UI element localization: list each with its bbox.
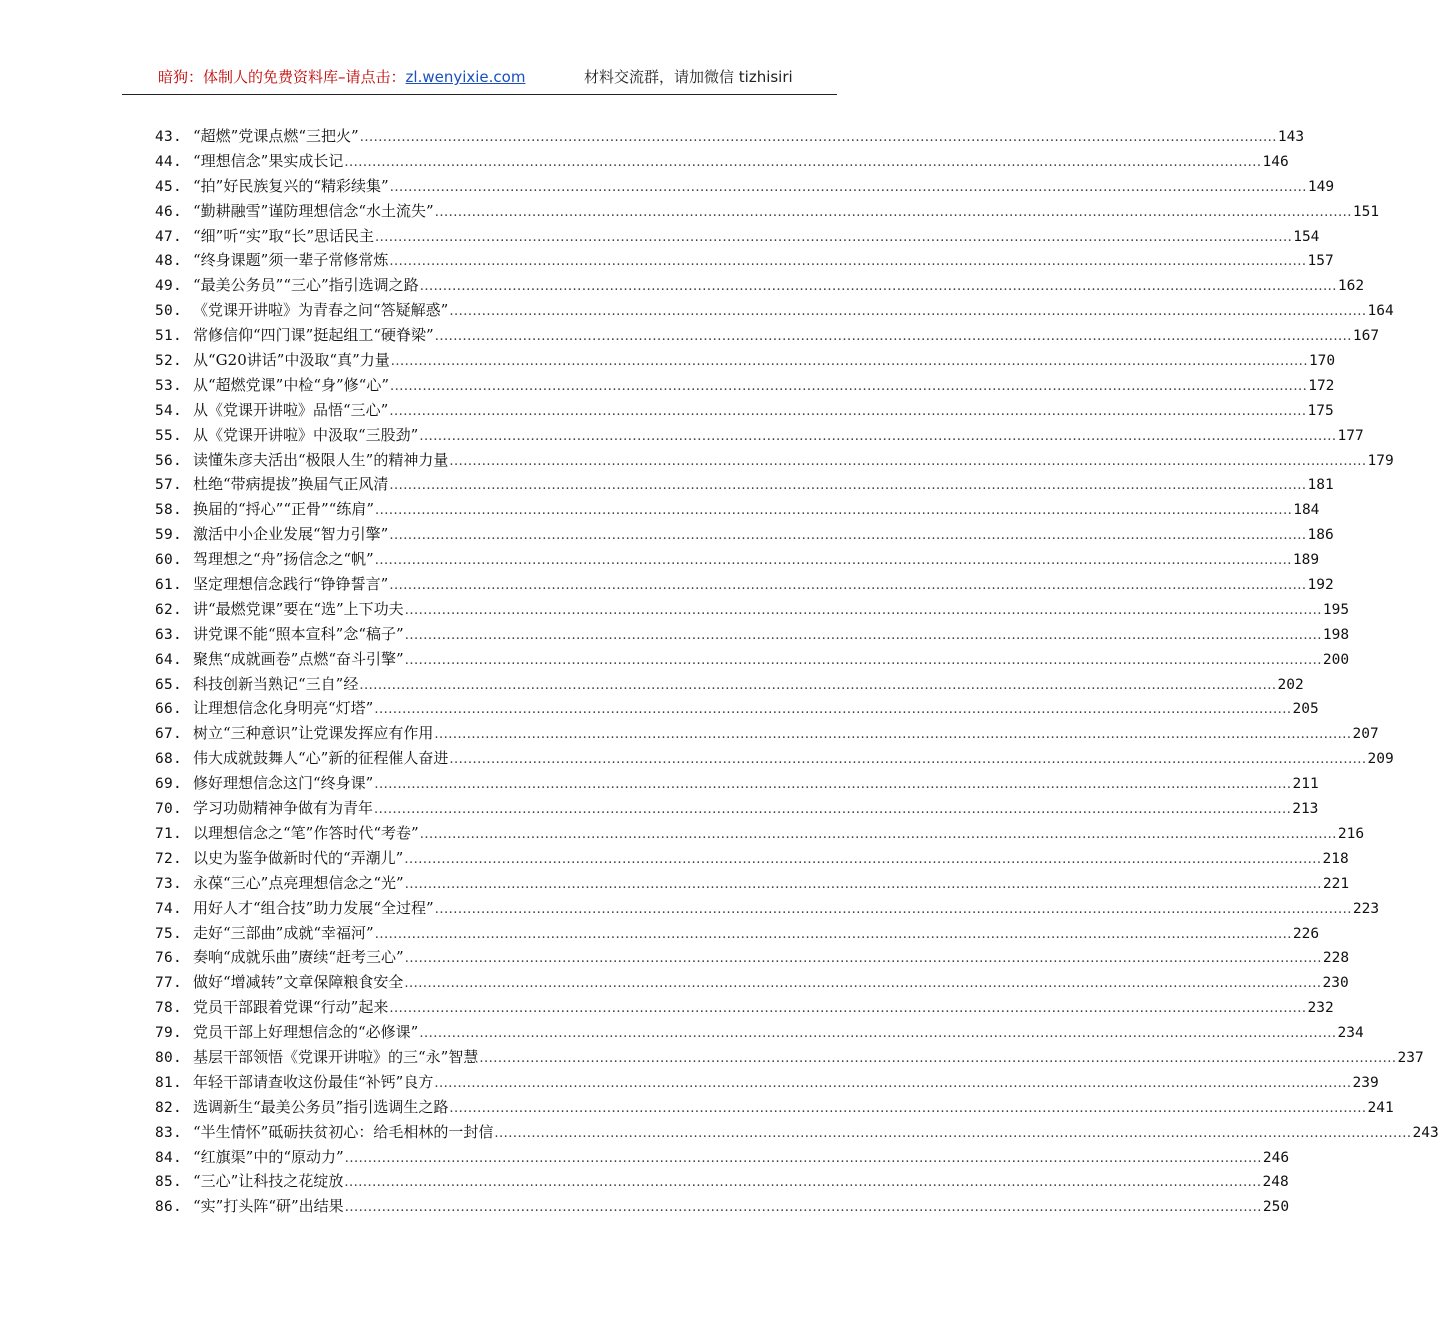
toc-leader-dots xyxy=(375,226,1292,251)
header-brand xyxy=(158,60,525,94)
toc-entry-title: “终身课题”须一辈子常修常炼 xyxy=(193,251,389,270)
toc-entry-number: 84. xyxy=(155,1149,183,1166)
toc-entry-page: 189 xyxy=(1292,552,1320,569)
toc-entry-title: 党员干部上好理想信念的“必修课” xyxy=(193,1023,419,1042)
toc-leader-dots xyxy=(449,748,1366,773)
toc-entry-title: 奏响“成就乐曲”赓续“赶考三心” xyxy=(193,948,404,967)
toc-entry[interactable] xyxy=(155,448,1394,473)
toc-leader-dots xyxy=(435,201,1352,226)
toc-entry-page: 221 xyxy=(1322,875,1350,892)
toc-entry[interactable] xyxy=(155,572,1334,597)
toc-leader-dots xyxy=(375,549,1292,574)
toc-entry-number: 76. xyxy=(155,950,183,967)
toc-entry[interactable] xyxy=(155,298,1394,323)
toc-entry-title: 党员干部跟着党课“行动”起来 xyxy=(193,998,389,1017)
toc-entry-number: 69. xyxy=(155,776,183,793)
toc-entry[interactable] xyxy=(155,821,1365,846)
toc-entry-number: 72. xyxy=(155,850,183,867)
toc-entry[interactable] xyxy=(155,273,1365,298)
toc-leader-dots xyxy=(435,898,1352,923)
toc-entry-title: 以理想信念之“笔”作答时代“考卷” xyxy=(193,823,419,842)
toc-entry-title: 讲党课不能“照本宣科”念“稿子” xyxy=(193,624,404,643)
toc-leader-dots xyxy=(374,698,1291,723)
toc-entry-title: 走好“三部曲”成就“幸福河” xyxy=(193,923,374,942)
toc-entry-title: “勤耕融雪”谨防理想信念“水土流失” xyxy=(193,201,434,220)
toc-entry[interactable] xyxy=(155,373,1335,398)
toc-leader-dots xyxy=(389,250,1306,275)
toc-entry-number: 70. xyxy=(155,801,183,818)
toc-leader-dots xyxy=(405,624,1322,649)
toc-entry-title: “理想信念”果实成长记 xyxy=(193,151,344,170)
toc-leader-dots xyxy=(390,375,1307,400)
toc-entry-title: 选调新生“最美公务员”指引选调生之路 xyxy=(193,1097,449,1116)
toc-entry-title: “红旗渠”中的“原动力” xyxy=(193,1147,344,1166)
toc-leader-dots xyxy=(360,126,1277,151)
toc-entry-title: “最美公务员”“三心”指引选调之路 xyxy=(193,276,419,295)
toc-entry-page: 175 xyxy=(1307,402,1334,419)
toc-entry-page: 184 xyxy=(1293,502,1320,519)
toc-entry-page: 162 xyxy=(1337,278,1365,295)
toc-leader-dots xyxy=(374,773,1291,798)
toc-entry[interactable] xyxy=(155,871,1350,896)
toc-entry-title: “拍”好民族复兴的“精彩续集” xyxy=(193,176,389,195)
toc-entry-page: 146 xyxy=(1262,153,1289,170)
toc-entry[interactable] xyxy=(155,970,1349,995)
toc-entry-number: 44. xyxy=(155,153,183,170)
toc-leader-dots xyxy=(405,947,1322,972)
toc-entry[interactable] xyxy=(155,472,1334,497)
toc-entry[interactable] xyxy=(155,423,1364,448)
toc-leader-dots xyxy=(494,1122,1411,1147)
toc-leader-dots xyxy=(391,350,1308,375)
toc-leader-dots xyxy=(344,151,1261,176)
toc-entry-number: 82. xyxy=(155,1099,183,1116)
toc-entry-page: 226 xyxy=(1292,925,1320,942)
toc-entry[interactable] xyxy=(155,149,1289,174)
toc-entry-number: 64. xyxy=(155,651,183,668)
toc-entry-page: 157 xyxy=(1307,253,1334,270)
toc-leader-dots xyxy=(435,325,1352,350)
toc-entry-page: 218 xyxy=(1322,850,1349,867)
toc-entry[interactable] xyxy=(155,846,1349,871)
table-of-contents xyxy=(155,124,1439,1219)
toc-entry-page: 237 xyxy=(1397,1049,1424,1066)
toc-entry-title: 读懂朱彦夫活出“极限人生”的精神力量 xyxy=(193,450,449,469)
toc-entry-page: 167 xyxy=(1352,328,1380,345)
toc-entry[interactable] xyxy=(155,323,1380,348)
toc-entry-page: 200 xyxy=(1322,651,1350,668)
toc-entry-number: 52. xyxy=(155,353,183,370)
toc-entry-title: 驾理想之“舟”扬信念之“帆” xyxy=(193,550,374,569)
toc-entry-number: 60. xyxy=(155,552,183,569)
toc-leader-dots xyxy=(389,574,1306,599)
toc-entry[interactable] xyxy=(155,921,1320,946)
toc-entry-page: 143 xyxy=(1277,129,1305,145)
header-note: 材料交流群，请加微信 tizhisiri xyxy=(584,68,793,86)
toc-entry-number: 63. xyxy=(155,626,183,643)
toc-entry-page: 207 xyxy=(1352,726,1379,743)
toc-leader-dots xyxy=(449,300,1366,325)
toc-entry-title: 年轻干部请查收这份最佳“补钙”良方 xyxy=(193,1072,434,1091)
toc-leader-dots xyxy=(419,425,1336,450)
toc-leader-dots xyxy=(344,1171,1261,1196)
toc-entry-page: 179 xyxy=(1367,452,1394,469)
toc-entry-page: 243 xyxy=(1412,1124,1439,1141)
toc-entry-number: 43. xyxy=(155,129,183,145)
toc-entry-number: 81. xyxy=(155,1074,183,1091)
toc-entry-title: “超燃”党课点燃“三把火” xyxy=(193,127,359,145)
toc-entry-number: 83. xyxy=(155,1124,183,1141)
toc-entry-page: 192 xyxy=(1307,577,1334,594)
toc-entry-title: 修好理想信念这门“终身课” xyxy=(193,774,374,793)
toc-leader-dots xyxy=(375,499,1292,524)
toc-entry-number: 46. xyxy=(155,203,183,220)
toc-entry-page: 164 xyxy=(1367,303,1394,320)
toc-entry-number: 54. xyxy=(155,402,183,419)
toc-entry-number: 58. xyxy=(155,502,183,519)
toc-leader-dots xyxy=(345,1196,1262,1221)
toc-entry-title: 学习功勋精神争做有为青年 xyxy=(193,799,374,818)
toc-entry[interactable] xyxy=(155,199,1380,224)
header-brand-text: 暗狗：体制人的免费资料库 xyxy=(158,68,339,86)
toc-entry[interactable] xyxy=(155,647,1350,672)
toc-entry-page: 250 xyxy=(1262,1199,1290,1216)
toc-leader-dots xyxy=(390,176,1307,201)
toc-entry-number: 67. xyxy=(155,726,183,743)
toc-entry[interactable] xyxy=(155,945,1350,970)
toc-entry-title: 让理想信念化身明亮“灯塔” xyxy=(193,699,374,718)
toc-entry-page: 230 xyxy=(1322,975,1349,992)
header-link[interactable]: zl.wenyixie.com xyxy=(405,68,526,86)
toc-entry-number: 77. xyxy=(155,975,183,992)
toc-leader-dots xyxy=(345,1147,1262,1172)
toc-entry-title: 伟大成就鼓舞人“心”新的征程催人奋进 xyxy=(193,749,449,768)
toc-entry-title: 从《党课开讲啦》品悟“三心” xyxy=(193,400,389,419)
toc-entry-title: 树立“三种意识”让党课发挥应有作用 xyxy=(193,724,434,743)
toc-entry-number: 49. xyxy=(155,278,183,295)
toc-entry-page: 181 xyxy=(1307,477,1334,494)
toc-entry-title: 《党课开讲啦》为青春之问“答疑解惑” xyxy=(193,301,449,320)
toc-entry-page: 216 xyxy=(1337,825,1365,842)
toc-entry-title: 从“G20讲话”中汲取“真”力量 xyxy=(193,351,390,370)
toc-leader-dots xyxy=(449,1097,1366,1122)
toc-leader-dots xyxy=(404,972,1321,997)
toc-entry[interactable] xyxy=(155,995,1334,1020)
toc-entry[interactable] xyxy=(155,746,1394,771)
toc-leader-dots xyxy=(405,599,1322,624)
toc-entry-title: 坚定理想信念践行“铮铮誓言” xyxy=(193,575,389,594)
toc-entry-title: 换届的“捋心”“正骨”“练肩” xyxy=(193,500,375,519)
toc-leader-dots xyxy=(449,450,1366,475)
toc-entry-page: 202 xyxy=(1277,676,1304,693)
toc-entry[interactable] xyxy=(155,1169,1289,1194)
toc-entry-title: “细”听“实”取“长”思话民主 xyxy=(193,226,375,245)
toc-entry-number: 68. xyxy=(155,751,183,768)
toc-entry-page: 198 xyxy=(1322,626,1350,643)
toc-entry-page: 151 xyxy=(1352,203,1380,220)
toc-entry-page: 248 xyxy=(1262,1174,1289,1191)
toc-entry-number: 53. xyxy=(155,377,183,394)
toc-leader-dots xyxy=(374,798,1291,823)
toc-entry-page: 211 xyxy=(1292,776,1319,793)
toc-entry-page: 239 xyxy=(1352,1074,1379,1091)
toc-entry-page: 170 xyxy=(1308,353,1336,370)
toc-entry-number: 57. xyxy=(155,477,183,494)
toc-entry-number: 62. xyxy=(155,601,183,618)
toc-entry-page: 154 xyxy=(1293,228,1320,245)
toc-entry[interactable] xyxy=(155,224,1320,249)
toc-entry[interactable] xyxy=(155,348,1336,373)
toc-entry-page: 241 xyxy=(1367,1099,1394,1116)
toc-entry[interactable] xyxy=(155,248,1334,273)
toc-leader-dots xyxy=(375,923,1292,948)
toc-entry-title: 科技创新当熟记“三自”经 xyxy=(193,674,359,693)
toc-entry-title: 从“超燃党课”中检“身”修“心” xyxy=(193,375,390,394)
toc-entry-number: 80. xyxy=(155,1049,183,1066)
toc-entry-number: 56. xyxy=(155,452,183,469)
toc-entry-title: 以史为鉴争做新时代的“弄潮儿” xyxy=(193,848,404,867)
header-separator: –请点击： xyxy=(338,68,406,86)
toc-entry-title: 用好人才“组合技”助力发展“全过程” xyxy=(193,898,434,917)
toc-entry-page: 234 xyxy=(1337,1025,1364,1042)
toc-entry[interactable] xyxy=(155,796,1319,821)
toc-leader-dots xyxy=(479,1047,1396,1072)
toc-entry-page: 186 xyxy=(1307,527,1334,544)
toc-entry[interactable] xyxy=(155,1095,1394,1120)
toc-entry-title: 聚焦“成就画卷”点燃“奋斗引擎” xyxy=(193,649,404,668)
toc-entry[interactable] xyxy=(155,771,1319,796)
toc-entry-number: 59. xyxy=(155,527,183,544)
toc-leader-dots xyxy=(405,873,1322,898)
toc-entry-title: 永葆“三心”点亮理想信念之“光” xyxy=(193,873,404,892)
toc-entry-page: 213 xyxy=(1292,801,1319,818)
toc-entry-title: 常修信仰“四门课”挺起组工“硬脊梁” xyxy=(193,326,434,345)
toc-entry[interactable] xyxy=(155,1120,1439,1145)
toc-entry-title: “三心”让科技之花绽放 xyxy=(193,1172,344,1191)
toc-leader-dots xyxy=(389,524,1306,549)
toc-entry-page: 177 xyxy=(1337,427,1364,444)
toc-entry-page: 232 xyxy=(1307,1000,1334,1017)
toc-entry[interactable] xyxy=(155,1194,1290,1219)
toc-entry-number: 66. xyxy=(155,701,183,718)
toc-leader-dots xyxy=(359,674,1276,699)
toc-entry-number: 65. xyxy=(155,676,183,693)
toc-entry[interactable] xyxy=(155,1145,1290,1170)
toc-leader-dots xyxy=(405,649,1322,674)
toc-entry-page: 246 xyxy=(1262,1149,1290,1166)
toc-leader-dots xyxy=(434,1072,1351,1097)
toc-entry-number: 74. xyxy=(155,900,183,917)
toc-entry[interactable] xyxy=(155,1020,1364,1045)
toc-leader-dots xyxy=(404,848,1321,873)
toc-entry[interactable] xyxy=(155,124,1305,149)
page-header xyxy=(122,60,837,95)
toc-entry[interactable] xyxy=(155,522,1334,547)
toc-entry-number: 78. xyxy=(155,1000,183,1017)
toc-entry-number: 50. xyxy=(155,303,183,320)
toc-entry[interactable] xyxy=(155,597,1350,622)
toc-entry[interactable] xyxy=(155,174,1335,199)
toc-entry-number: 45. xyxy=(155,178,183,195)
toc-entry-number: 85. xyxy=(155,1174,183,1191)
toc-leader-dots xyxy=(389,474,1306,499)
toc-entry[interactable] xyxy=(155,1045,1424,1070)
toc-entry-page: 228 xyxy=(1322,950,1350,967)
toc-entry[interactable] xyxy=(155,1070,1379,1095)
toc-entry[interactable] xyxy=(155,622,1350,647)
toc-entry-title: 做好“增减转”文章保障粮食安全 xyxy=(193,973,404,992)
toc-entry[interactable] xyxy=(155,696,1319,721)
toc-entry[interactable] xyxy=(155,672,1304,697)
toc-entry[interactable] xyxy=(155,398,1334,423)
toc-entry[interactable] xyxy=(155,497,1320,522)
toc-entry-title: 激活中小企业发展“智力引擎” xyxy=(193,525,389,544)
toc-leader-dots xyxy=(420,275,1337,300)
toc-entry-page: 195 xyxy=(1322,601,1350,618)
toc-leader-dots xyxy=(389,400,1306,425)
toc-entry[interactable] xyxy=(155,896,1380,921)
toc-entry[interactable] xyxy=(155,721,1379,746)
toc-entry-number: 75. xyxy=(155,925,183,942)
toc-entry-page: 172 xyxy=(1308,377,1335,394)
toc-entry-number: 51. xyxy=(155,328,183,345)
toc-entry-number: 48. xyxy=(155,253,183,270)
toc-leader-dots xyxy=(419,1022,1336,1047)
toc-entry-title: 基层干部领悟《党课开讲啦》的三“永”智慧 xyxy=(193,1047,479,1066)
toc-entry-number: 55. xyxy=(155,427,183,444)
toc-leader-dots xyxy=(434,723,1351,748)
toc-entry-title: 从《党课开讲啦》中汲取“三股劲” xyxy=(193,425,419,444)
toc-entry-number: 86. xyxy=(155,1199,183,1216)
toc-entry-page: 209 xyxy=(1367,751,1394,768)
toc-entry-title: “半生情怀”砥砺扶贫初心：给毛相林的一封信 xyxy=(193,1122,494,1141)
toc-entry-page: 205 xyxy=(1292,701,1319,718)
toc-entry-number: 73. xyxy=(155,875,183,892)
toc-entry-number: 71. xyxy=(155,825,183,842)
toc-entry-title: 杜绝“带病提拔”换届气正风清 xyxy=(193,475,389,494)
toc-entry-number: 79. xyxy=(155,1025,183,1042)
toc-entry-title: 讲“最燃党课”要在“选”上下功夫 xyxy=(193,599,404,618)
toc-leader-dots xyxy=(420,823,1337,848)
toc-entry-number: 61. xyxy=(155,577,183,594)
toc-leader-dots xyxy=(389,997,1306,1022)
toc-entry-page: 223 xyxy=(1352,900,1380,917)
toc-entry-page: 149 xyxy=(1307,178,1335,195)
toc-entry-title: “实”打头阵“研”出结果 xyxy=(193,1197,344,1216)
toc-entry-number: 47. xyxy=(155,228,183,245)
toc-entry[interactable] xyxy=(155,547,1320,572)
